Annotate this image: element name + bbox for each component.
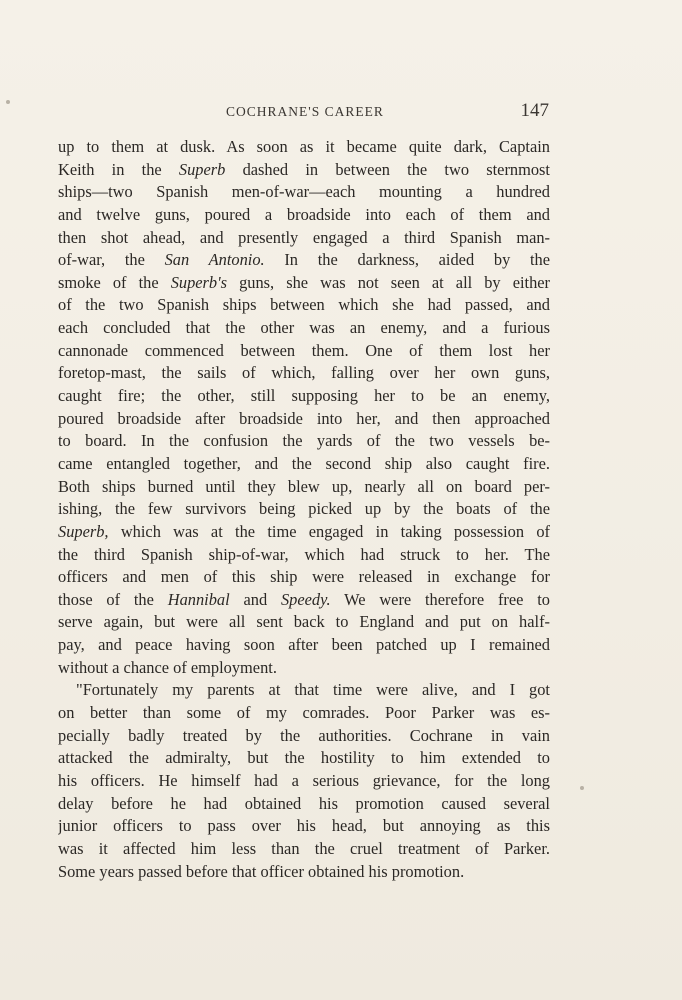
text-run: attacked the admiralty, but the hostility to him extended to (58, 748, 550, 768)
text-run: was it affected him less than the cruel treatment of Parker. (58, 838, 550, 858)
text-run: to board. In the confusion the yards of the two vessels be- (58, 431, 550, 451)
text-run: which was at the time engaged in taking possession of (108, 521, 550, 541)
text-run: of-war, the (58, 250, 165, 270)
text-line (58, 272, 550, 295)
text-run: pecially badly treated by the authorities. Cochrane in vain (58, 725, 550, 745)
text-line (58, 408, 550, 431)
text-line (58, 793, 550, 816)
text-line (58, 589, 550, 612)
text-run: cannonade commenced between them. One of them lost her (58, 340, 550, 360)
text-line (58, 294, 550, 317)
text-run: smoke of the (58, 272, 171, 292)
text-line (58, 861, 550, 884)
text-run: his officers. He himself had a serious grievance, for the long (58, 770, 550, 790)
text-line (58, 249, 550, 272)
text-run: those of the (58, 589, 168, 609)
text-run: We were therefore free to (330, 589, 550, 609)
text-run: and (229, 589, 281, 609)
text-run: on better than some of my comrades. Poor Parker was es- (58, 703, 550, 723)
text-run: without a chance of employment. (58, 657, 277, 677)
italic-run: San Antonio. (164, 250, 265, 270)
page-number: 147 (520, 100, 549, 121)
text-run: then shot ahead, and presently engaged a third Spanish man- (58, 227, 550, 247)
text-line (58, 521, 550, 544)
text-line (58, 770, 550, 793)
text-line (58, 430, 550, 453)
text-line (58, 747, 550, 770)
text-line (58, 815, 550, 838)
text-line (58, 204, 550, 227)
text-run: the third Spanish ship-of-war, which had struck to her. The (58, 544, 550, 564)
running-head: COCHRANE'S CAREER (226, 104, 384, 119)
text-line (58, 634, 550, 657)
text-line (58, 679, 550, 702)
text-line (58, 385, 550, 408)
text-run: caught fire; the other, still supposing her to be an enemy, (58, 386, 550, 406)
text-run: Both ships burned until they blew up, nearly all on board per- (58, 476, 550, 496)
text-run: up to them at dusk. As soon as it became quite dark, Captain (58, 137, 550, 156)
text-run: delay before he had obtained his promotion caused several (58, 793, 550, 813)
text-run: "Fortunately my parents at that time were alive, and I got (76, 680, 550, 700)
text-line (58, 340, 550, 363)
text-line (58, 317, 550, 340)
italic-run: Speedy. (280, 589, 331, 609)
text-run: guns, she was not seen at all by either (227, 272, 550, 292)
text-run: junior officers to pass over his head, but annoying as this (58, 816, 550, 836)
text-line (58, 544, 550, 567)
text-run: and twelve guns, poured a broadside into each of them and (58, 204, 550, 224)
italic-run: Hannibal (167, 589, 230, 609)
page-speck-right (580, 786, 584, 790)
text-line (58, 566, 550, 589)
text-run: dashed in between the two sternmost (225, 159, 550, 179)
text-run: In the darkness, aided by the (264, 250, 550, 270)
text-line (58, 453, 550, 476)
text-run: serve again, but were all sent back to England and put on half- (58, 612, 550, 632)
text-line (58, 181, 550, 204)
text-run: ishing, the few survivors being picked up by the boats of the (58, 499, 550, 519)
text-run: ships—two Spanish men-of-war—each mounting a hundred (58, 182, 550, 202)
text-line (58, 611, 550, 634)
text-line (58, 136, 550, 159)
text-line (58, 498, 550, 521)
text-run: poured broadside after broadside into her, and then approached (58, 408, 550, 428)
text-run: foretop-mast, the sails of which, falling over her own guns, (58, 363, 550, 383)
text-line (58, 159, 550, 182)
text-run: pay, and peace having soon after been patched up I remained (58, 635, 550, 655)
text-run: of the two Spanish ships between which she had passed, and (58, 295, 550, 315)
text-line (58, 476, 550, 499)
text-line (58, 227, 550, 250)
text-run: Some years passed before that officer obtained his promotion. (58, 861, 465, 881)
text-run: came entangled together, and the second ship also caught fire. (58, 453, 550, 473)
body-text (58, 136, 550, 883)
text-line (58, 657, 550, 680)
text-run: each concluded that the other was an enemy, and a furious (58, 318, 550, 338)
text-run: officers and men of this ship were released in exchange for (58, 567, 550, 587)
text-line (58, 362, 550, 385)
italic-run: Superb (178, 159, 226, 179)
text-line (58, 838, 550, 861)
page-header (0, 100, 682, 126)
italic-run: Superb, (58, 521, 109, 541)
text-run: Keith in the (58, 159, 179, 179)
italic-run: Superb's (170, 272, 228, 292)
text-line (58, 725, 550, 748)
text-line (58, 702, 550, 725)
